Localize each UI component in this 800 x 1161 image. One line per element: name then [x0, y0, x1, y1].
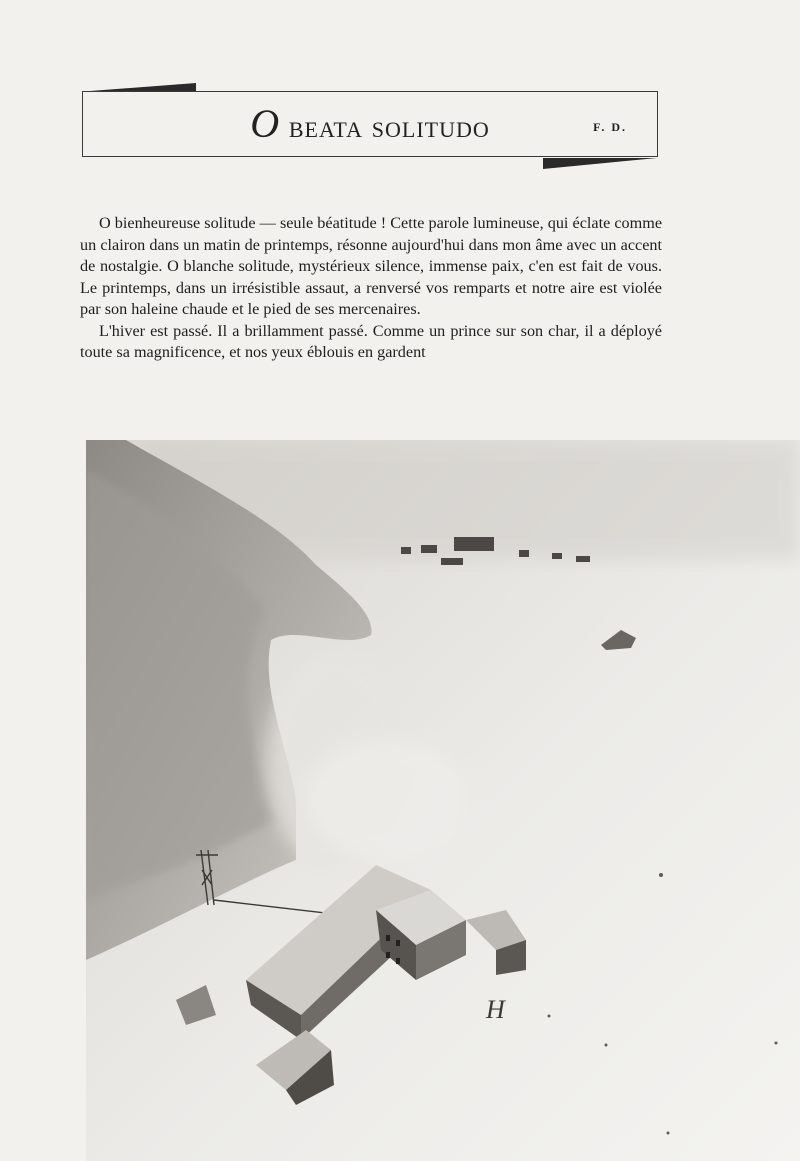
article-header: [82, 91, 658, 157]
snow-h-mark: H: [486, 995, 505, 1024]
article-paragraph: O bienheureuse solitude — seule béatitude ! Cette parole lumineuse, qui éclate comme un clairon dans un matin de printemps, résonne aujourd'hui dans mon âme avec un accent de nostalgie. O blanche solitude, mystérieux silence, immense paix, c'en est fait de vous. Le printemps, dans un irrésistible assaut, a renversé vos remparts et notre aire est violée par son haleine chaude et le pied de ses mercenaires.: [80, 214, 662, 318]
header-bottom-tab: [540, 157, 660, 171]
article-title: [83, 100, 657, 147]
title-initial: O: [250, 101, 281, 146]
author-initials: F. D.: [593, 120, 627, 134]
title-text: beata solitudo: [280, 109, 490, 144]
article-paragraph: L'hiver est passé. Il a brillamment passé. Comme un prince sur son char, il a déployé toute sa magnificence, et nos yeux éblouis en gardent: [80, 321, 662, 361]
article-body: [80, 213, 662, 364]
snowy-mountain-hospice-photo: [86, 440, 800, 1161]
